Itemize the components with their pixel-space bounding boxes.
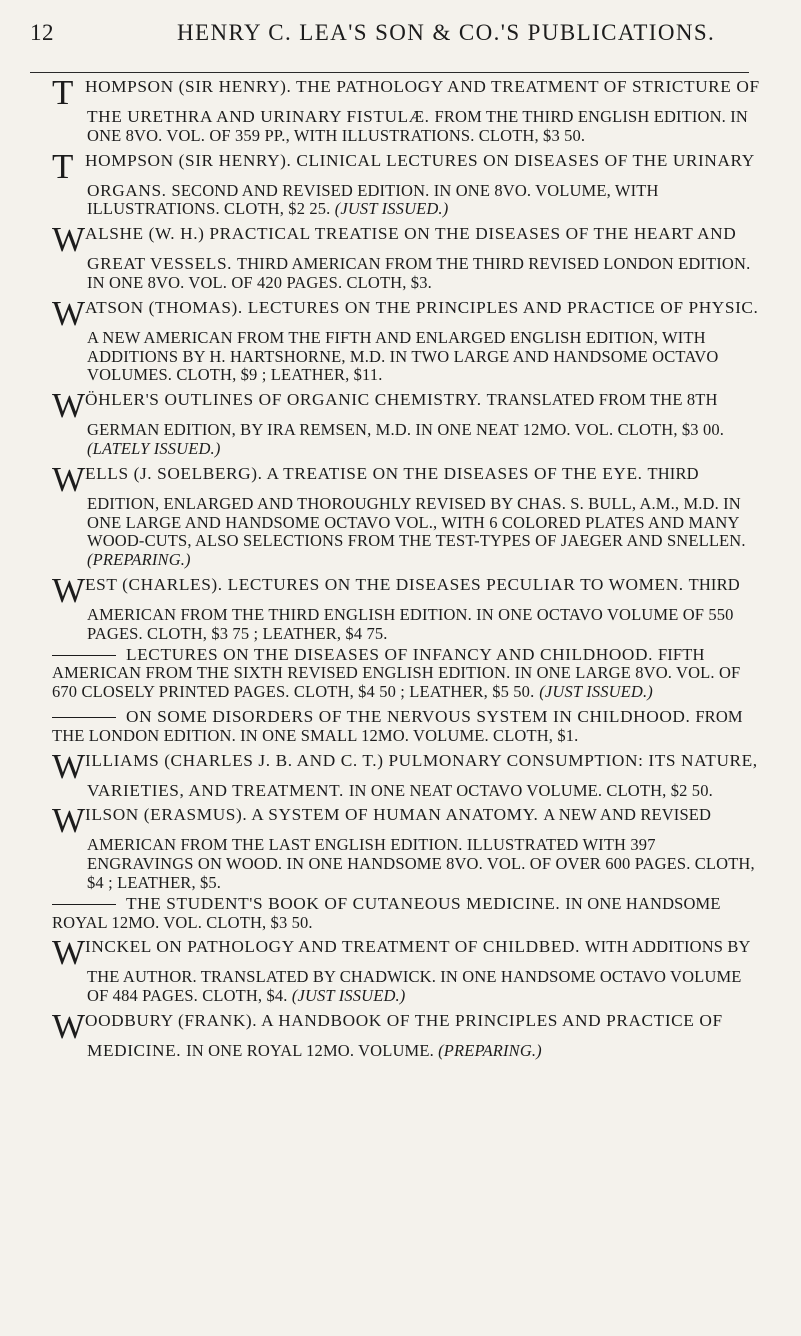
entry-title xyxy=(52,146,764,220)
publication-list xyxy=(52,73,764,1067)
entry-title xyxy=(52,801,764,892)
entry-note: (JUST ISSUED.) xyxy=(334,199,449,219)
entry-initial: W xyxy=(52,746,86,786)
sub-entry-title: LECTURES ON THE DISEASES OF INFANCY AND CHILDHOOD. xyxy=(126,644,654,664)
entry-note: (LATELY ISSUED.) xyxy=(87,438,221,458)
publication-entry xyxy=(52,933,764,1006)
entry-description: WITH ADDITIONS BY THE AUTHOR. TRANSLATED BY CHADWICK. IN ONE HANDSOME OCTAVO VOLUME OF 484 PAGES. CLOTH, $4. xyxy=(87,937,751,1006)
entry-title-text: ALSHE (W. H.) PRACTICAL TREATISE ON THE DISEASES OF THE HEART AND GREAT VESSELS. xyxy=(85,224,737,274)
entry-title xyxy=(52,746,764,801)
entry-title xyxy=(52,293,764,385)
entry-title xyxy=(52,459,764,570)
publication-entry xyxy=(52,570,764,746)
entry-title xyxy=(52,386,764,459)
entry-description: SECOND AND REVISED EDITION. IN ONE 8VO. VOLUME, WITH ILLUSTRATIONS. CLOTH, $2 25. xyxy=(87,180,659,219)
entry-title-text: INCKEL ON PATHOLOGY AND TREATMENT OF CHILDBED. xyxy=(85,937,580,957)
dash-rule xyxy=(52,904,116,905)
entry-description: THIRD AMERICAN FROM THE THIRD ENGLISH EDITION. IN ONE OCTAVO VOLUME OF 550 PAGES. CLOTH, $3 75 ; LEATHER, $4 75. xyxy=(87,574,740,643)
entry-title-text: ILLIAMS (CHARLES J. B. AND C. T.) PULMONARY CONSUMPTION: ITS NATURE, VARIETIES, AND TREATMENT. xyxy=(85,750,758,800)
entry-description: THIRD EDITION, ENLARGED AND THOROUGHLY REVISED BY CHAS. S. BULL, A.M., M.D. IN ONE LARGE AND HANDSOME OCTAVO VOL., WITH 6 COLORED PLATES AND MANY WOOD-CUTS, ALSO SELECTIONS FROM THE TEST-TYPES OF JAEGER AND SNELLEN. xyxy=(87,463,746,551)
sub-entry-description: IN ONE HANDSOME ROYAL 12MO. VOL. CLOTH, $3 50. xyxy=(52,893,721,932)
entry-note: (PREPARING.) xyxy=(87,550,191,570)
entry-title-text: EST (CHARLES). LECTURES ON THE DISEASES PECULIAR TO WOMEN. xyxy=(85,574,684,594)
sub-entry-description: FIFTH AMERICAN FROM THE SIXTH REVISED ENGLISH EDITION. IN ONE LARGE 8VO. VOL. OF 670 CLOSELY PRINTED PAGES. CLOTH, $4 50 ; LEATHER, $5 50. xyxy=(52,644,741,702)
entry-description: TRANSLATED FROM THE 8TH GERMAN EDITION, BY IRA REMSEN, M.D. IN ONE NEAT 12MO. VOL. CLOTH, $3 00. xyxy=(87,390,725,440)
publication-entry xyxy=(52,220,764,293)
entry-title-text: OODBURY (FRANK). A HANDBOOK OF THE PRINCIPLES AND PRACTICE OF MEDICINE. xyxy=(85,1010,723,1060)
sub-entry xyxy=(52,708,764,746)
page-header xyxy=(30,20,749,73)
entry-title-text: ATSON (THOMAS). LECTURES ON THE PRINCIPLES AND PRACTICE OF PHYSIC. xyxy=(85,297,759,317)
sub-entry xyxy=(52,895,764,933)
entry-note: (JUST ISSUED.) xyxy=(291,986,406,1006)
entry-initial: W xyxy=(52,293,86,333)
entry-body xyxy=(349,781,713,800)
publication-entry xyxy=(52,1006,764,1061)
entry-initial: W xyxy=(52,570,86,610)
entry-initial: W xyxy=(52,220,86,260)
sub-entry xyxy=(52,646,764,702)
publication-entry xyxy=(52,746,764,801)
entry-description: IN ONE ROYAL 12MO. VOLUME. xyxy=(186,1040,434,1060)
entry-initial: W xyxy=(52,1006,86,1046)
publication-entry xyxy=(52,459,764,570)
entry-title-text: HOMPSON (SIR HENRY). THE PATHOLOGY AND TREATMENT OF STRICTURE OF THE URETHRA AND URINARY FISTULÆ. xyxy=(85,77,760,126)
entry-description: A NEW AND REVISED AMERICAN FROM THE LAST ENGLISH EDITION. ILLUSTRATED WITH 397 ENGRAVINGS ON WOOD. IN ONE HANDSOME 8VO. VOL. OF OVER 600 PAGES. CLOTH, $4 ; LEATHER, $5. xyxy=(87,805,755,892)
entry-title xyxy=(52,1006,764,1061)
entry-title xyxy=(52,933,764,1006)
entry-description: FROM THE THIRD ENGLISH EDITION. IN ONE 8VO. VOL. OF 359 PP., WITH ILLUSTRATIONS. CLOTH, $3 50. xyxy=(87,107,748,145)
entry-description: IN ONE NEAT OCTAVO VOLUME. CLOTH, $2 50. xyxy=(348,780,713,800)
entry-initial: T xyxy=(52,146,74,186)
publication-entry xyxy=(52,73,764,146)
entry-title-text: ILSON (ERASMUS). A SYSTEM OF HUMAN ANATOMY. xyxy=(85,805,539,825)
entry-body xyxy=(87,328,718,385)
entry-initial: W xyxy=(52,933,86,973)
publication-entry xyxy=(52,801,764,932)
sub-entry-title: THE STUDENT'S BOOK OF CUTANEOUS MEDICINE. xyxy=(126,893,561,913)
entry-body xyxy=(186,1041,542,1060)
entry-initial: T xyxy=(52,73,74,112)
entry-title xyxy=(52,220,764,293)
sub-entry-description: FROM THE LONDON EDITION. IN ONE SMALL 12MO. VOLUME. CLOTH, $1. xyxy=(52,706,743,745)
entry-initial: W xyxy=(52,386,86,426)
entry-body xyxy=(87,181,659,219)
entry-description: THIRD AMERICAN FROM THE THIRD REVISED LONDON EDITION. IN ONE 8VO. VOL. OF 420 PAGES. CLOTH, $3. xyxy=(87,254,751,292)
entry-description: A NEW AMERICAN FROM THE FIFTH AND ENLARGED ENGLISH EDITION, WITH ADDITIONS BY H. HARTSHORNE, M.D. IN TWO LARGE AND HANDSOME OCTAVO VOLUMES. CLOTH, $9 ; LEATHER, $11. xyxy=(87,327,719,385)
publication-entry xyxy=(52,146,764,220)
running-head: HENRY C. LEA'S SON & CO.'S PUBLICATIONS. xyxy=(177,20,716,45)
dash-rule xyxy=(52,655,116,656)
dash-rule xyxy=(52,717,116,718)
entry-initial: W xyxy=(52,459,86,499)
sub-entry-title: ON SOME DISORDERS OF THE NERVOUS SYSTEM IN CHILDHOOD. xyxy=(126,706,691,726)
entry-title xyxy=(52,570,764,644)
entry-note: (PREPARING.) xyxy=(438,1040,542,1060)
page-number: 12 xyxy=(30,20,54,45)
publication-entry xyxy=(52,293,764,385)
entry-title-text: ELLS (J. SOELBERG). A TREATISE ON THE DISEASES OF THE EYE. xyxy=(85,463,643,483)
sub-entry-note: (JUST ISSUED.) xyxy=(539,682,653,702)
publication-entry xyxy=(52,386,764,459)
entry-title-text: ÖHLER'S OUTLINES OF ORGANIC CHEMISTRY. xyxy=(85,390,482,410)
entry-title-text: HOMPSON (SIR HENRY). CLINICAL LECTURES ON DISEASES OF THE URINARY ORGANS. xyxy=(85,150,755,200)
entry-title xyxy=(52,73,764,146)
entry-initial: W xyxy=(52,801,86,841)
